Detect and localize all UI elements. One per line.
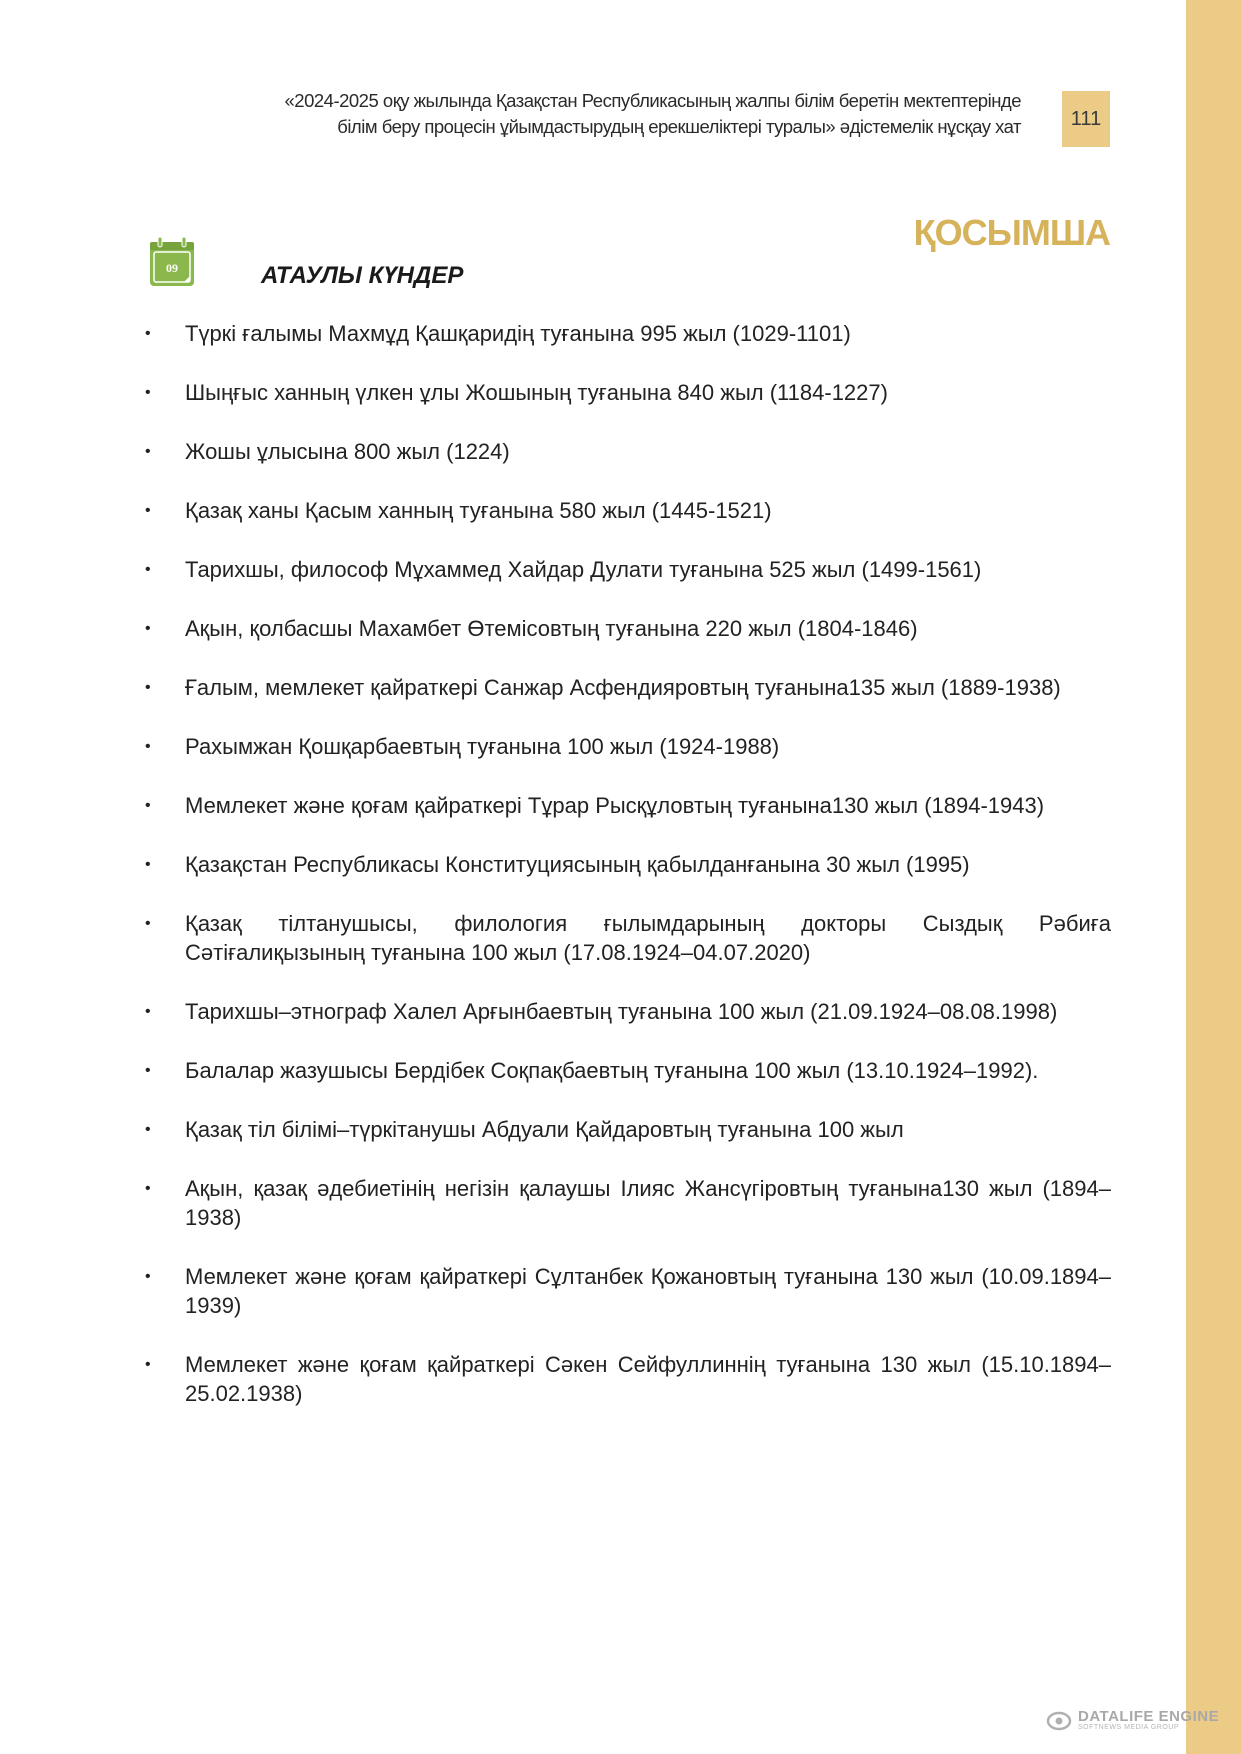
list-item [145,1350,1111,1408]
list-item [145,496,1111,525]
list-item-text: Балалар жазушысы Бердібек Соқпақбаевтың туғанына 100 жыл (13.10.1924–1992). [185,1058,1039,1083]
bullet-marker: • [145,502,151,519]
bullet-marker: • [145,1180,151,1197]
list-item [145,791,1111,820]
list-item [145,555,1111,584]
bullet-marker: • [145,620,151,637]
footer-brand: DATALIFE ENGINE [1078,1708,1220,1725]
list-item-text: Ақын, қолбасшы Махамбет Өтемісовтың туғанына 220 жыл (1804-1846) [185,616,918,641]
list-item [145,1056,1111,1085]
footer-watermark [1046,1709,1219,1732]
list-item [145,732,1111,761]
bullet-marker: • [145,679,151,696]
list-item [145,997,1111,1026]
header-line-2: білім беру процесін ұйымдастырудың ерекшеліктері туралы» әдістемелік нұсқау хат [337,116,1021,137]
list-item [145,1174,1111,1232]
list-item-text: Тарихшы–этнограф Халел Арғынбаевтың туғанына 100 жыл (21.09.1924–08.08.1998) [185,999,1058,1024]
list-item [145,909,1111,967]
list-item-text: Қазақ тіл білімі–түркітанушы Абдуали Қайдаровтың туғанына 100 жыл [185,1117,904,1142]
bullet-marker: • [145,1003,151,1020]
list-item-text: Қазақ тілтанушысы, филология ғылымдарының докторы Сыздық Рәбиға Сәтіғалиқызының туғанына 100 жыл (17.08.1924–04.07.2020) [185,911,1111,965]
bullet-marker: • [145,797,151,814]
list-item-text: Ғалым, мемлекет қайраткері Санжар Асфендияровтың туғанына135 жыл (1889-1938) [185,675,1061,700]
document-header [241,88,1021,140]
calendar-day: 09 [166,261,178,275]
list-item [145,614,1111,643]
list-item [145,378,1111,407]
bullet-marker: • [145,1121,151,1138]
list-item-text: Тарихшы, философ Мұхаммед Хайдар Дулати туғанына 525 жыл (1499-1561) [185,557,982,582]
header-line-1: «2024-2025 оқу жылында Қазақстан Республикасының жалпы білім беретін мектептерінде [284,90,1021,111]
list-item [145,673,1111,702]
list-item [145,850,1111,879]
side-color-band [1186,0,1241,1754]
list-item-text: Мемлекет және қоғам қайраткері Тұрар Рысқұловтың туғанына130 жыл (1894-1943) [185,793,1045,818]
list-item-text: Мемлекет және қоғам қайраткері Сұлтанбек Қожановтың туғанына 130 жыл (10.09.1894–1939) [185,1264,1111,1318]
list-item-text: Шыңғыс ханның үлкен ұлы Жошының туғанына 840 жыл (1184-1227) [185,380,888,405]
calendar-icon [148,236,196,288]
bullet-marker: • [145,1356,151,1373]
bullet-marker: • [145,1062,151,1079]
bullet-marker: • [145,856,151,873]
anniversary-list [145,319,1111,1438]
bullet-marker: • [145,325,151,342]
list-item [145,319,1111,348]
footer-sub: SOFTNEWS MEDIA GROUP [1078,1724,1180,1731]
list-item-text: Қазақ ханы Қасым ханның туғанына 580 жыл (1445-1521) [185,498,772,523]
appendix-title: ҚОСЫМША [913,212,1110,253]
list-item-text: Түркі ғалымы Махмұд Қашқаридің туғанына 995 жыл (1029-1101) [185,321,851,346]
section-title: АТАУЛЫ КҮНДЕР [261,262,464,289]
bullet-marker: • [145,915,151,932]
bullet-marker: • [145,384,151,401]
list-item-text: Мемлекет және қоғам қайраткері Сәкен Сейфуллиннің туғанына 130 жыл (15.10.1894–25.02.1938) [185,1352,1111,1406]
list-item [145,1262,1111,1320]
list-item-text: Жошы ұлысына 800 жыл (1224) [185,439,510,464]
list-item-text: Ақын, қазақ әдебиетінің негізін қалаушы Ілияс Жансүгіровтың туғанына130 жыл (1894–1938) [185,1176,1111,1230]
list-item [145,437,1111,466]
eye-icon [1046,1710,1072,1732]
list-item [145,1115,1111,1144]
list-item-text: Рахымжан Қошқарбаевтың туғанына 100 жыл (1924-1988) [185,734,780,759]
list-item-text: Қазақстан Республикасы Конституциясының қабылданғанына 30 жыл (1995) [185,852,970,877]
bullet-marker: • [145,1268,151,1285]
bullet-marker: • [145,738,151,755]
page-number: 111 [1062,91,1110,147]
bullet-marker: • [145,561,151,578]
bullet-marker: • [145,443,151,460]
